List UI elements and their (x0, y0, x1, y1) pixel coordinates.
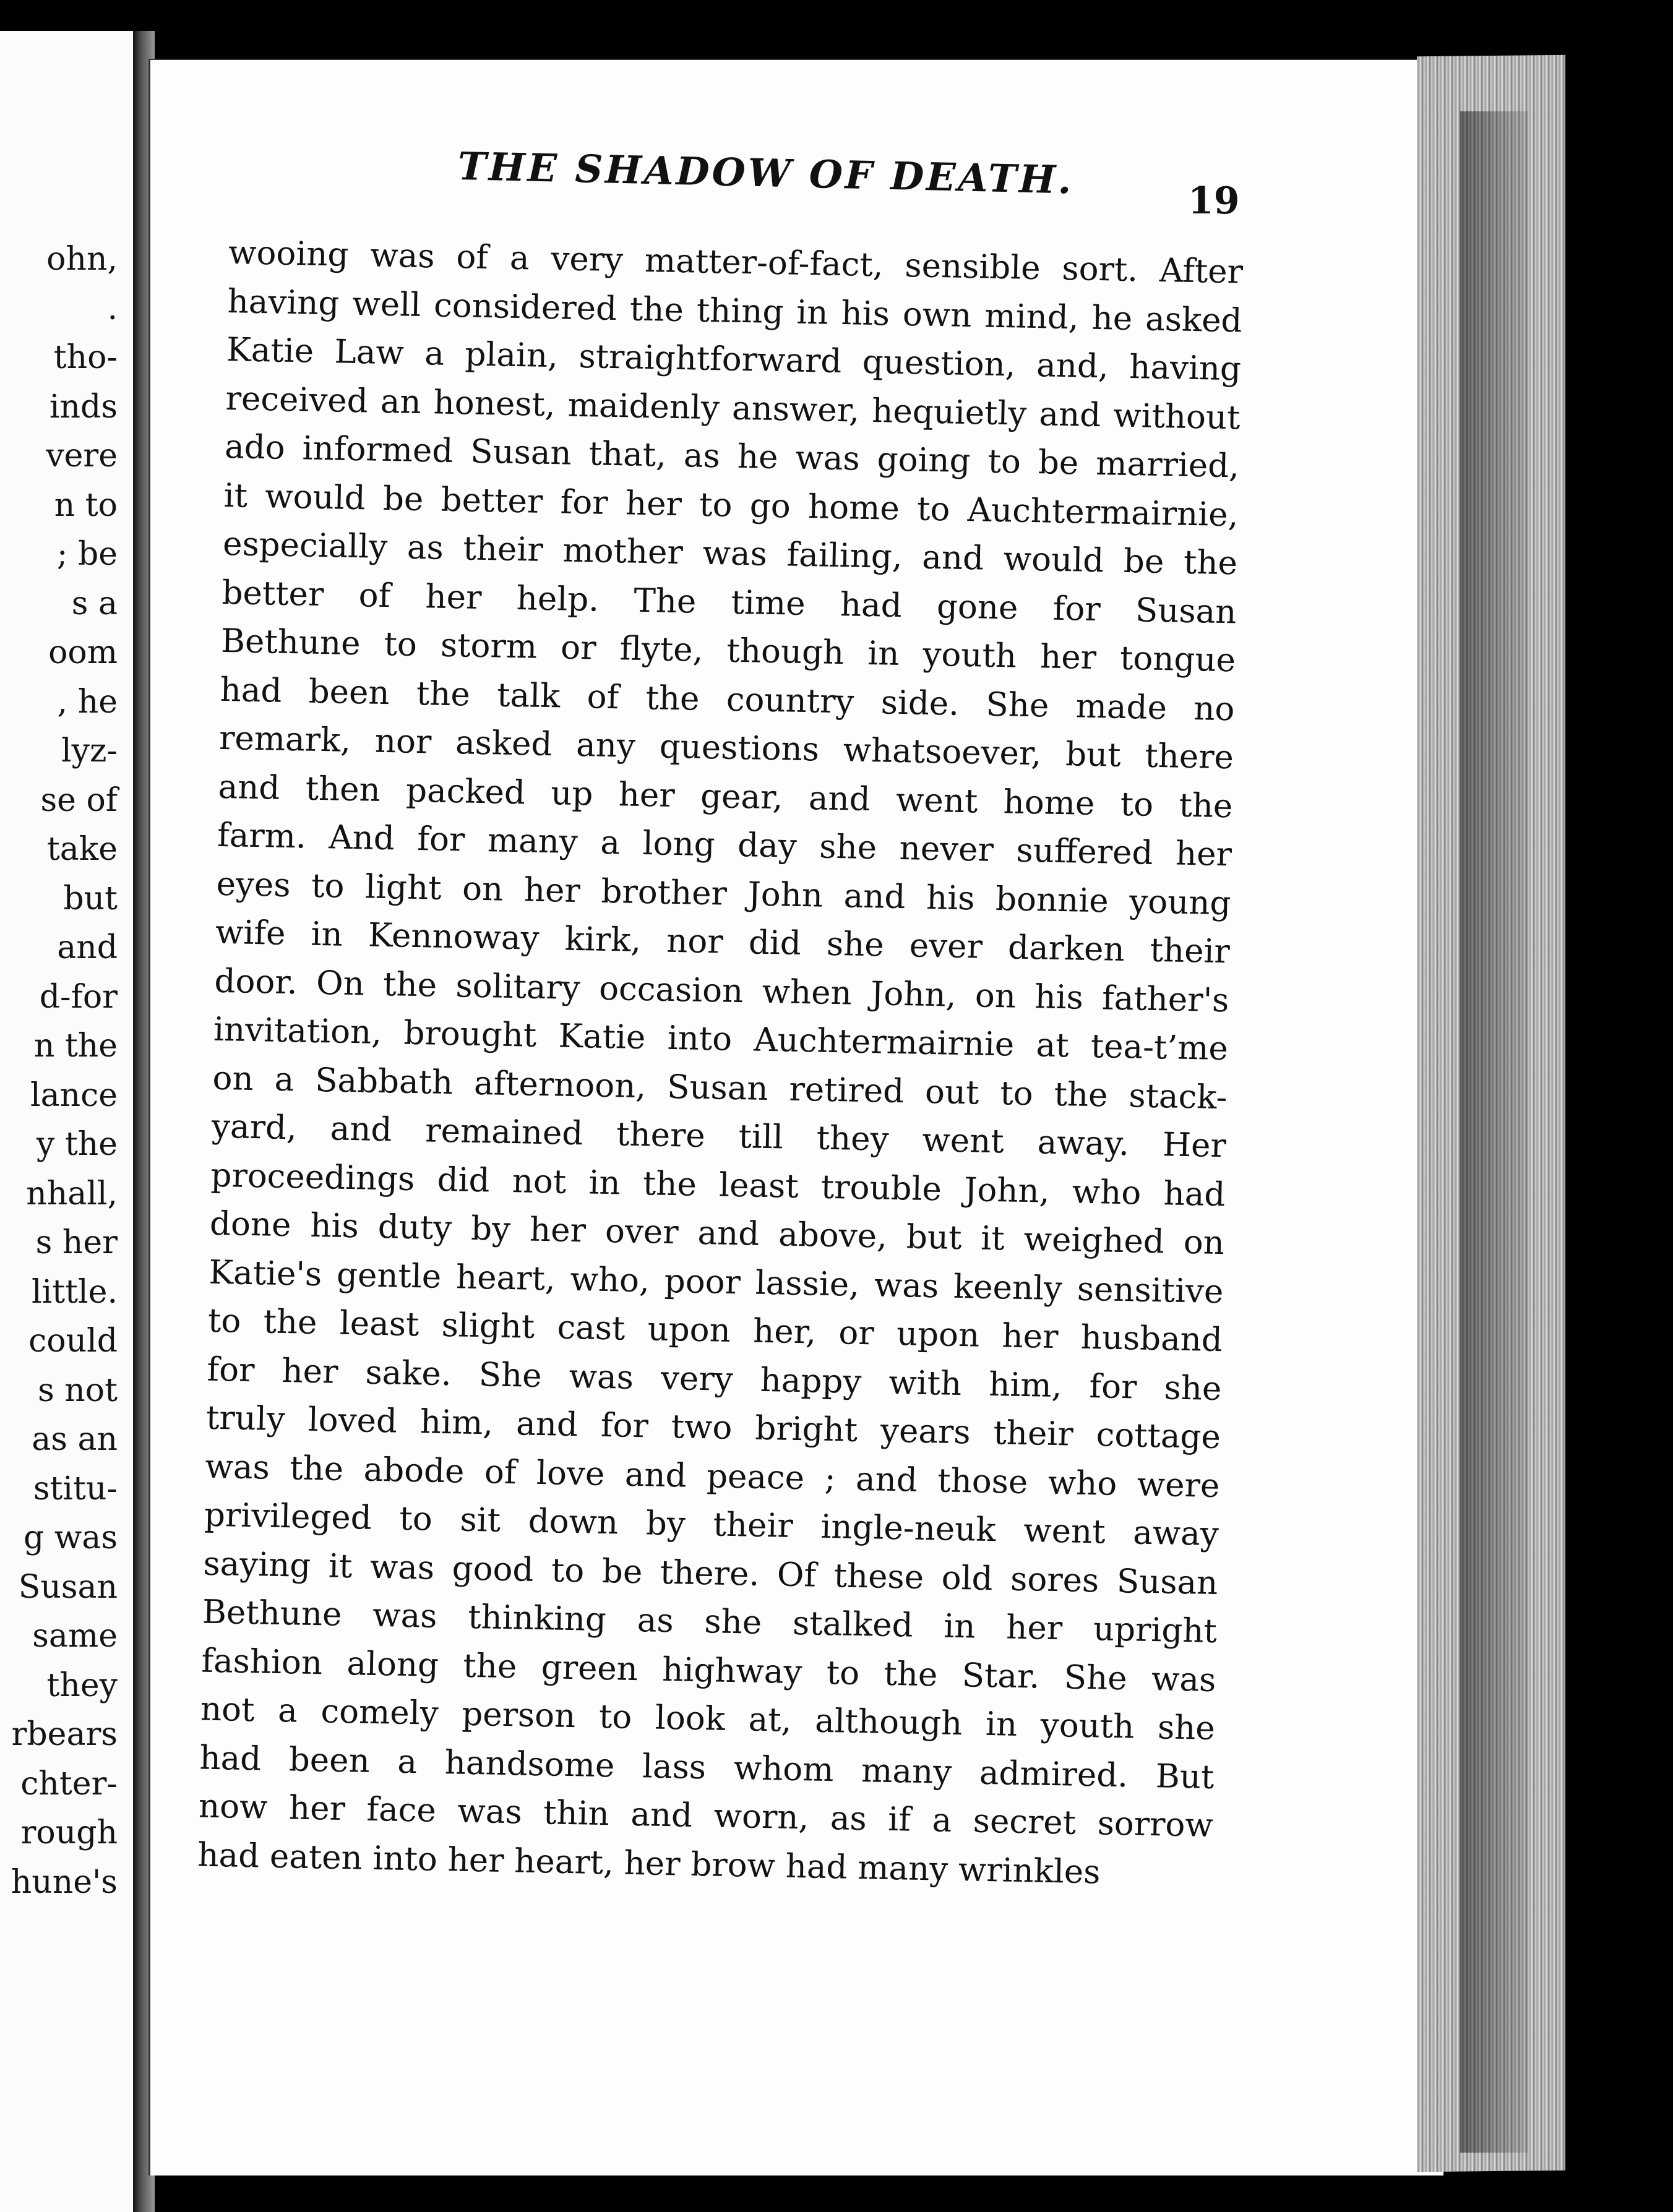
scan-border-right (1565, 0, 1673, 2212)
previous-page-line-fragment: take (46, 831, 118, 868)
text-line: eyes to light on her brother John and his bonnie young (216, 865, 1231, 922)
previous-page-line-fragment: y the (36, 1126, 118, 1163)
previous-page-line-fragment: Susan (18, 1568, 118, 1606)
scan-border-top (0, 0, 1673, 34)
previous-page-line-fragment: stitu- (33, 1470, 118, 1507)
previous-page-line-fragment: could (28, 1322, 118, 1360)
text-line: invitation, brought Katie into Auchtermairnie at tea-t’me (213, 1010, 1229, 1068)
previous-page-line-fragment: se of (40, 781, 118, 819)
previous-page-line-fragment: n to (54, 486, 118, 524)
text-line: and then packed up her gear, and went home to the (218, 768, 1233, 825)
previous-page-line-fragment: oom (48, 634, 118, 671)
previous-page-edge (0, 31, 140, 2212)
previous-page-line-fragment: s a (71, 585, 118, 622)
fore-edge-shadow (1460, 111, 1528, 2153)
previous-page-line-fragment: and (57, 929, 118, 966)
previous-page-line-fragment: d-for (39, 978, 118, 1016)
text-line: proceedings did not in the least trouble John, who had (210, 1156, 1226, 1214)
text-line: done his duty by her over and above, but it weighed on (209, 1204, 1225, 1262)
text-line: to the least slight cast upon her, or upon her husband (207, 1301, 1223, 1360)
previous-page-line-fragment: rough (20, 1814, 118, 1851)
previous-page-line-fragment: they (46, 1666, 118, 1704)
text-line: yard, and remained there till they went away. Her (211, 1107, 1227, 1165)
text-line: had eaten into her heart, her brow had many wrinkles (197, 1836, 1101, 1892)
previous-page-line-fragment: ; be (56, 536, 118, 573)
previous-page-line-fragment: . (107, 289, 118, 327)
text-line: ado informed Susan that, as he was going to be married, (224, 427, 1240, 486)
previous-page-line-fragment: nhall, (26, 1175, 118, 1212)
text-line: fashion along the green highway to the Star. She was (200, 1642, 1216, 1699)
text-line: truly loved him, and for two bright years their cottage (205, 1399, 1221, 1457)
previous-page-line-fragment: s not (38, 1371, 118, 1409)
previous-page-line-fragment: but (63, 880, 118, 917)
page-number: 19 (1188, 179, 1240, 223)
previous-page-line-fragment: , he (57, 683, 118, 721)
previous-page-line-fragment: lance (30, 1076, 118, 1114)
text-line: especially as their mother was failing, and would be the (222, 525, 1238, 583)
previous-page-line-fragment: s her (35, 1224, 118, 1261)
text-line: Katie Law a plain, straightforward question, and, having (226, 330, 1242, 388)
text-line: better of her help. The time had gone for Susan (221, 573, 1237, 631)
text-line: for her sake. She was very happy with him, for she (207, 1350, 1222, 1408)
text-line: saying it was good to be there. Of these old sores Susan (202, 1545, 1218, 1602)
text-line: remark, nor asked any questions whatsoever, but there (218, 719, 1234, 777)
previous-page-line-fragment: chter- (20, 1765, 118, 1803)
text-line: Katie's gentle heart, who, poor lassie, was keenly sensitive (209, 1253, 1224, 1311)
previous-page-line-fragment: n the (33, 1027, 118, 1065)
text-line: had been the talk of the country side. She made no (220, 671, 1235, 728)
previous-page-line-fragment: ohn, (46, 241, 118, 278)
text-line: having well considered the thing in his own mind, he asked (227, 282, 1243, 340)
previous-page-line-fragment: hune's (11, 1863, 118, 1901)
previous-page-line-fragment: as an (32, 1421, 118, 1458)
previous-page-line-fragment: same (32, 1618, 118, 1655)
previous-page-text-fragments (11, 235, 118, 1907)
previous-page-line-fragment: g was (23, 1519, 118, 1556)
text-line: Bethune was thinking as she stalked in her upright (202, 1593, 1218, 1651)
text-line: Bethune to storm or flyte, though in youth her tongue (220, 622, 1236, 680)
text-line: not a comely person to look at, although in youth she (200, 1690, 1216, 1748)
previous-page-line-fragment: lyz- (61, 732, 118, 769)
text-line: received an honest, maidenly answer, hequietly and without (225, 379, 1241, 437)
text-line: farm. And for many a long day she never suffered her (217, 816, 1232, 874)
text-line: on a Sabbath afternoon, Susan retired out to the stack- (212, 1059, 1228, 1117)
text-line: had been a handsome lass whom many admired. But (199, 1739, 1215, 1796)
running-head: THE SHADOW OF DEATH. (457, 144, 1075, 203)
text-line: wooing was of a very matter-of-fact, sensible sort. After (228, 233, 1244, 291)
previous-page-line-fragment: rbears (11, 1716, 118, 1753)
text-line: was the abode of love and peace ; and those who were (205, 1447, 1220, 1505)
text-line: wife in Kennoway kirk, nor did she ever darken their (215, 913, 1231, 971)
previous-page-line-fragment: little. (32, 1273, 118, 1311)
previous-page-line-fragment: inds (49, 388, 118, 426)
text-line: door. On the solitary occasion when John, on his father's (214, 962, 1229, 1019)
text-line: it would be better for her to go home to Auchtermairnie, (223, 476, 1239, 534)
previous-page-line-fragment: vere (46, 437, 118, 474)
text-line: now her face was thin and worn, as if a secret sorrow (198, 1787, 1214, 1845)
text-line: privileged to sit down by their ingle-neuk went away (204, 1496, 1219, 1554)
body-text (197, 229, 1244, 1899)
previous-page-line-fragment: tho- (53, 339, 118, 376)
